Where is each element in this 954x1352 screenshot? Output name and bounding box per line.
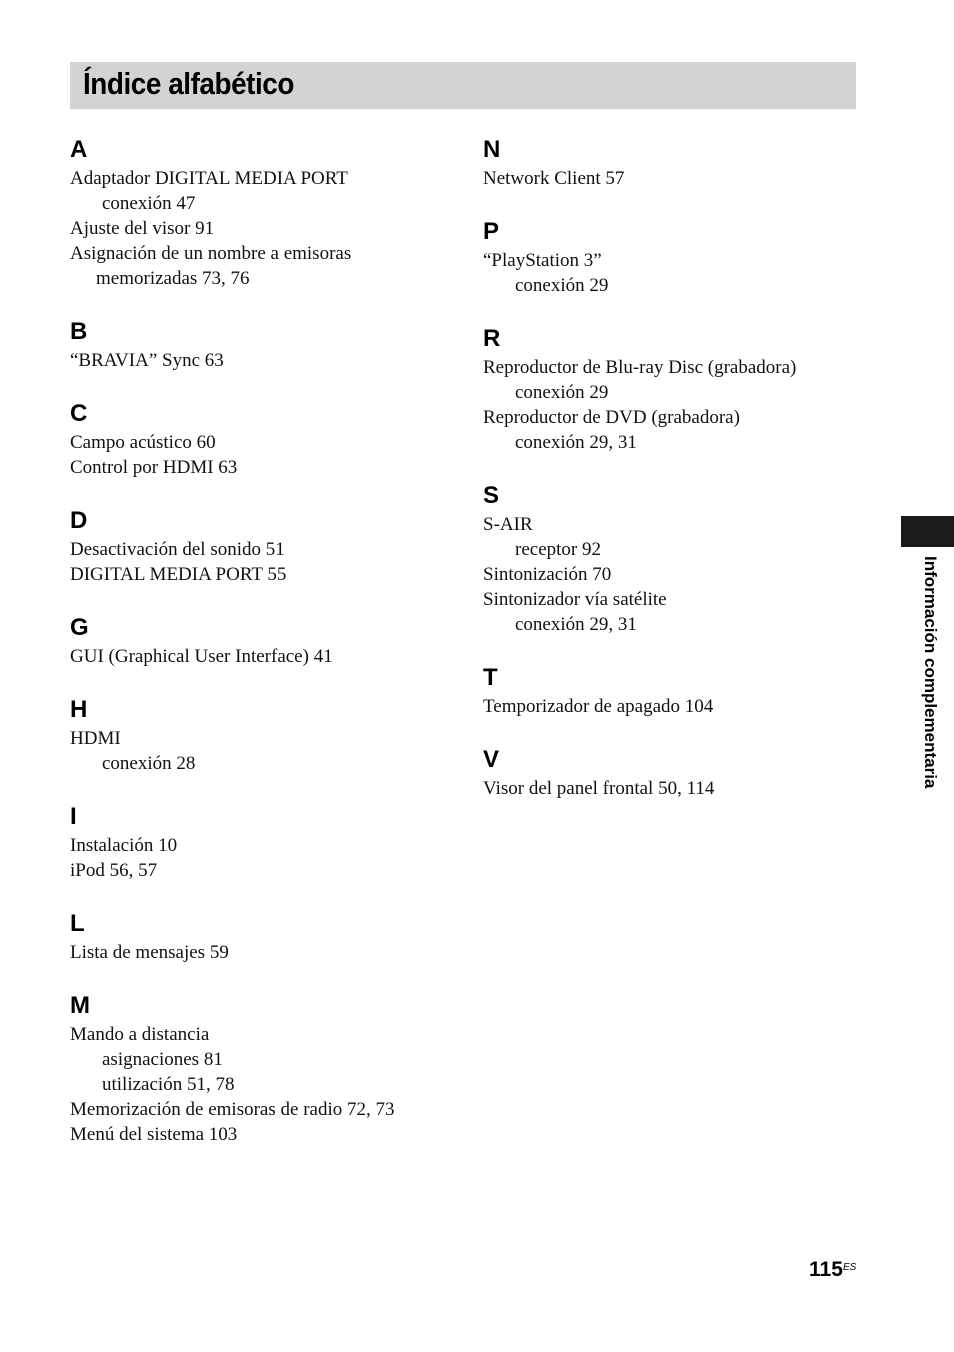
index-subentry: conexión 29 xyxy=(515,382,609,403)
index-entry: Mando a distancia xyxy=(70,1024,210,1045)
index-subentry: receptor 92 xyxy=(515,539,601,560)
index-section-v xyxy=(483,744,863,801)
section-letter: V xyxy=(483,746,500,773)
index-entry: DIGITAL MEDIA PORT 55 xyxy=(70,564,287,585)
section-tab-marker xyxy=(901,516,954,547)
index-entry: Temporizador de apagado 104 xyxy=(483,696,714,717)
index-subentry: memorizadas 73, 76 xyxy=(96,268,250,289)
index-subentry: utilización 51, 78 xyxy=(102,1074,235,1095)
section-letter: B xyxy=(70,318,88,345)
index-entry: “PlayStation 3” xyxy=(483,250,602,271)
page-language-suffix: ES xyxy=(843,1262,857,1273)
section-letter: I xyxy=(70,803,77,830)
index-subentry: asignaciones 81 xyxy=(102,1049,223,1070)
section-letter: S xyxy=(483,482,500,509)
index-section-t xyxy=(483,662,863,719)
index-entry: Adaptador DIGITAL MEDIA PORT xyxy=(70,168,348,189)
section-letter: R xyxy=(483,325,501,352)
index-entry: Network Client 57 xyxy=(483,168,625,189)
index-entry: Reproductor de DVD (grabadora) xyxy=(483,407,740,428)
index-entry: “BRAVIA” Sync 63 xyxy=(70,350,224,371)
index-section-p xyxy=(483,216,863,298)
index-section-s xyxy=(483,480,863,637)
index-section-i xyxy=(70,801,460,883)
index-entry: Visor del panel frontal 50, 114 xyxy=(483,778,715,799)
index-entry: Lista de mensajes 59 xyxy=(70,942,229,963)
section-letter: N xyxy=(483,136,501,163)
index-entry: HDMI xyxy=(70,728,121,749)
index-section-d xyxy=(70,505,460,587)
index-entry: Instalación 10 xyxy=(70,835,178,856)
section-letter: C xyxy=(70,400,88,427)
index-entry: Campo acústico 60 xyxy=(70,432,216,453)
index-entry: Sintonizador vía satélite xyxy=(483,589,667,610)
index-section-g xyxy=(70,612,460,669)
index-section-h xyxy=(70,694,460,776)
index-subentry: conexión 29 xyxy=(515,275,609,296)
index-section-r xyxy=(483,323,863,455)
index-section-m xyxy=(70,990,460,1147)
section-letter: H xyxy=(70,696,88,723)
index-section-n xyxy=(483,134,863,191)
section-letter: T xyxy=(483,664,498,691)
index-entry: Desactivación del sonido 51 xyxy=(70,539,285,560)
index-entry: Menú del sistema 103 xyxy=(70,1124,238,1145)
index-subentry: conexión 47 xyxy=(102,193,196,214)
section-letter: A xyxy=(70,136,88,163)
index-section-l xyxy=(70,908,460,965)
index-subentry: conexión 29, 31 xyxy=(515,432,637,453)
index-entry: Reproductor de Blu-ray Disc (grabadora) xyxy=(483,357,797,378)
index-entry: S-AIR xyxy=(483,514,533,535)
index-entry: GUI (Graphical User Interface) 41 xyxy=(70,646,333,667)
section-letter: M xyxy=(70,992,90,1019)
index-entry: Ajuste del visor 91 xyxy=(70,218,215,239)
index-entry: iPod 56, 57 xyxy=(70,860,158,881)
page-number: 115 xyxy=(809,1258,843,1281)
index-section-a xyxy=(70,134,460,291)
section-letter: G xyxy=(70,614,89,641)
index-section-c xyxy=(70,398,460,480)
index-entry: Sintonización 70 xyxy=(483,564,612,585)
index-section-b xyxy=(70,316,460,373)
section-letter: P xyxy=(483,218,500,245)
index-entry: Control por HDMI 63 xyxy=(70,457,238,478)
section-letter: L xyxy=(70,910,85,937)
index-subentry: conexión 29, 31 xyxy=(515,614,637,635)
page-title: Índice alfabético xyxy=(83,66,294,101)
section-side-label: Información complementaria xyxy=(921,556,940,789)
index-entry: Asignación de un nombre a emisoras xyxy=(70,243,352,264)
index-column-right xyxy=(483,134,863,826)
section-letter: D xyxy=(70,507,88,534)
index-entry: Memorización de emisoras de radio 72, 73 xyxy=(70,1099,395,1120)
page-title-bar xyxy=(70,62,856,109)
index-subentry: conexión 28 xyxy=(102,753,196,774)
index-column-left xyxy=(70,134,460,1172)
